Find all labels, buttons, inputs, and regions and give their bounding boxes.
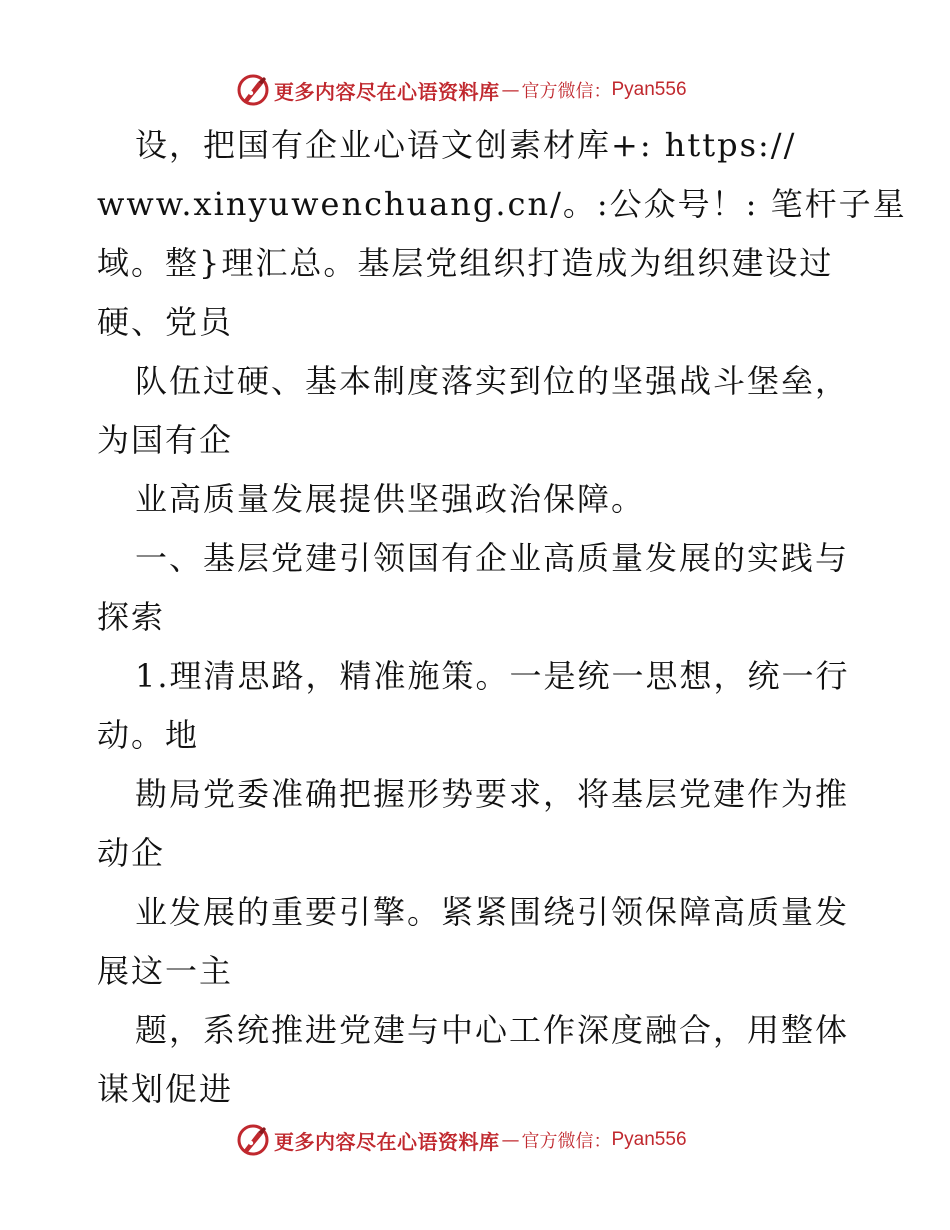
text-line: www.xinyuwenchuang.cn/。:公众号！: 笔杆子星 [97,185,907,223]
text-line: 动企 [97,834,166,872]
text-line: 谋划促进 [97,1070,234,1108]
quill-logo-icon [236,1123,270,1157]
text-line: 业发展的重要引擎。紧紧围绕引领保障高质量发 [135,893,850,931]
text-line: 勘局党委准确把握形势要求，将基层党建作为推 [135,775,850,813]
text-line: 探索 [97,598,166,636]
footer-watermark [236,1122,687,1158]
quill-logo-icon [236,73,270,107]
watermark-dash: — [501,79,520,101]
watermark-title: 更多内容尽在心语资料库 [274,79,500,104]
watermark-wechat-id: Pyan556 [611,79,687,100]
watermark-wechat-label: 官方微信： [521,1131,612,1152]
watermark-title: 更多内容尽在心语资料库 [274,1129,500,1154]
header-watermark [236,72,687,108]
watermark-wechat-id: Pyan556 [611,1129,687,1150]
text-line: 硬、党员 [97,303,234,341]
text-line: 业高质量发展提供坚强政治保障。 [135,480,646,518]
watermark-dash: — [501,1129,520,1151]
text-line: 题，系统推进党建与中心工作深度融合，用整体 [135,1011,850,1049]
text-line: 设，把国有企业心语文创素材库+: https:// [135,126,797,164]
watermark-wechat-label: 官方微信： [521,81,612,102]
text-line: 1.理清思路，精准施策。一是统一思想，统一行 [135,657,850,695]
text-line: 展这一主 [97,952,234,990]
section-heading: 一、基层党建引领国有企业高质量发展的实践与 [135,539,850,577]
text-line: 动。地 [97,716,200,754]
text-line: 为国有企 [97,421,234,459]
document-body [97,116,907,1119]
text-line: 队伍过硬、基本制度落实到位的坚强战斗堡垒， [135,362,850,400]
text-line: 域。整}理汇总。基层党组织打造成为组织建设过 [97,244,834,282]
